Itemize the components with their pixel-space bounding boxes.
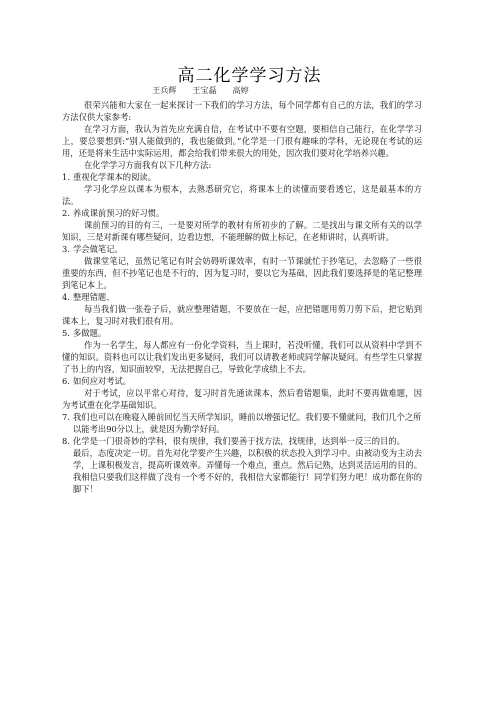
- list-body: 每当我们做一张卷子后，就应整理错题，不要放在一起，应把错题用剪刀剪下后，把它贴到课本上，复习时对我们很有用。: [62, 304, 422, 326]
- list-heading: 整理错题、: [73, 292, 115, 302]
- list-heading: 多做题。: [73, 328, 107, 338]
- list-item: [62, 435, 422, 447]
- list-item: [62, 411, 422, 435]
- list-heading: 学会做笔记。: [73, 244, 123, 254]
- list-number: 2.: [62, 208, 70, 218]
- document-authors: 王兵辉 王宝磊 高婷: [152, 85, 249, 95]
- list-heading: 养成课前预习的好习惯。: [73, 208, 165, 218]
- list-number: 8.: [62, 436, 70, 446]
- document-body: [62, 99, 422, 495]
- intro-paragraph: 很荣兴能和大家在一起来探讨一下我们的学习方法，每个同学都有自己的方法，我们的学习方法仅供大家参考:: [62, 100, 422, 122]
- closing-paragraph: 最后，态度决定一切。首先对化学要产生兴趣，以积极的状态投入到学习中。由被动变为主动去学，上课积极发言，提高听课效率。弄懂每一个难点，重点。然后记熟，达到灵活运用的目的。我相信只要我们这样做了没有一个考不好的，我相信大家都能行！同学们努力吧！成功都在你的脚下！: [73, 448, 422, 494]
- list-number: 6.: [62, 376, 70, 386]
- list-item: [62, 243, 422, 255]
- document-title: 高二化学学习方法: [177, 66, 322, 86]
- list-item: [62, 171, 422, 183]
- list-item: [62, 207, 422, 219]
- list-number: 5.: [62, 328, 70, 338]
- list-body: 作为一名学生，每人都应有一份化学资料，当上课时，若没听懂，我们可以从资料中学到不懂的知识。资料也可以让我们发出更多疑问，我们可以请教老师或同学解决疑问。有些学生只掌握了书上的内容，知识面较窄，无法把握自己，导致化学成绩上不去。: [62, 340, 422, 374]
- list-item: [62, 291, 422, 303]
- list-body: 做课堂笔记，虽然记笔记有时会妨碍听课效率，有时一节课就忙于抄笔记，去忽略了一些很重要的东西，但不抄笔记也是不行的，因为复习时，要以它为基础，因此我们要选择是的笔记整理到笔记本上。: [62, 256, 422, 290]
- paragraph-2: 在化学学习方面我有以下几种方法:: [84, 160, 212, 170]
- list-text: 我们也可以在晚寝入睡前回忆当天所学知识，睡前以增强记忆。我们要不懂就问，我们几个之所以能考出90分以上，就是因为勤学好问。: [73, 412, 422, 434]
- list-body: 学习化学应以课本为根本，去熟悉研究它，将课本上的读懂而要看透它，这是最基本的方法。: [62, 184, 422, 206]
- list-item: [62, 375, 422, 387]
- list-number: 7.: [62, 412, 70, 422]
- list-number: 4.: [62, 292, 70, 302]
- list-item: [62, 327, 422, 339]
- list-text: 化学是一门很奇妙的学科，很有规律，我们要善于找方法，找规律，达到举一反三的目的。: [73, 436, 405, 446]
- list-body: 对于考试，应以平常心对待，复习时首先通读课本，然后看错题集，此时不要再做难题，因为考试重在化学基础知识。: [62, 388, 422, 410]
- list-number: 1.: [62, 172, 70, 182]
- list-heading: 如何应对考试。: [73, 376, 132, 386]
- list-number: 3.: [62, 244, 70, 254]
- list-heading: 重视化学课本的阅读。: [73, 172, 156, 182]
- list-body: 课前预习的目的有三，一是要对所学的教材有所初步的了解。二是找出与课文所有关的以学知识，三是对新课有哪些疑问，边看边想，不能理解的做上标记，在老师讲时，认真听讲。: [62, 220, 422, 242]
- paragraph-1: 在学习方面，我认为首先应充满自信，在考试中不要有空题，要相信自己能行，在化学学习上，要总要想到:“别人能做到的，我也能做到。”化学是一门很有趣味的学科，无论现在考试的运用，还是将来生活中实际运用，都会给我们带来很大的用处，因次我们要对化学培养兴趣。: [62, 124, 422, 158]
